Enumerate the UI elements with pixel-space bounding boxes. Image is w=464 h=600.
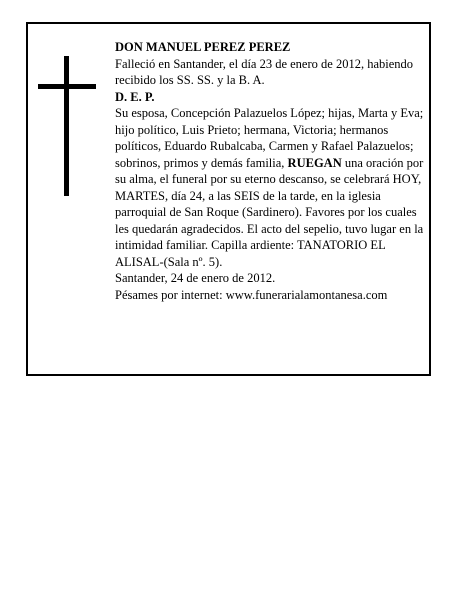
obituary-text-block — [115, 39, 425, 303]
cross-horizontal-bar — [38, 84, 96, 89]
funeral-details: una oración por su alma, el funeral por su eterno descanso, se celebrará HOY, MARTES, día 24, a las SEIS de la tarde, en la iglesia parroquial de San Roque (Sardinero). Favores por los cuales les quedarán agradecidos. El acto del sepelio, tuvo lugar en la intimidad familiar. Capilla ardiente: TANATORIO EL ALISAL-(Sala nº. 5). — [115, 155, 424, 269]
deceased-name: DON MANUEL PEREZ PEREZ — [115, 40, 291, 54]
cross-vertical-bar — [64, 56, 69, 196]
ruegan-word: RUEGAN — [287, 155, 342, 170]
place-and-date: Santander, 24 de enero de 2012. — [115, 271, 276, 285]
rip-abbreviation: D. E. P. — [115, 89, 155, 104]
family-request-paragraph — [115, 105, 425, 270]
family-list: Su esposa, Concepción Palazuelos López; hijas, Marta y Eva; hijo político, Luis Prieto; hermana, Victoria; hermanos políticos, Eduardo Rubalcaba, Carmen y Rafael Palazuelos; sobrinos, primos y demás familia, — [115, 106, 424, 170]
death-statement: Falleció en Santander, el día 23 de enero de 2012, habiendo recibido los SS. SS. y la B. A. — [115, 56, 414, 87]
condolences-website: Pésames por internet: www.funerarialamontanesa.com — [115, 287, 388, 302]
